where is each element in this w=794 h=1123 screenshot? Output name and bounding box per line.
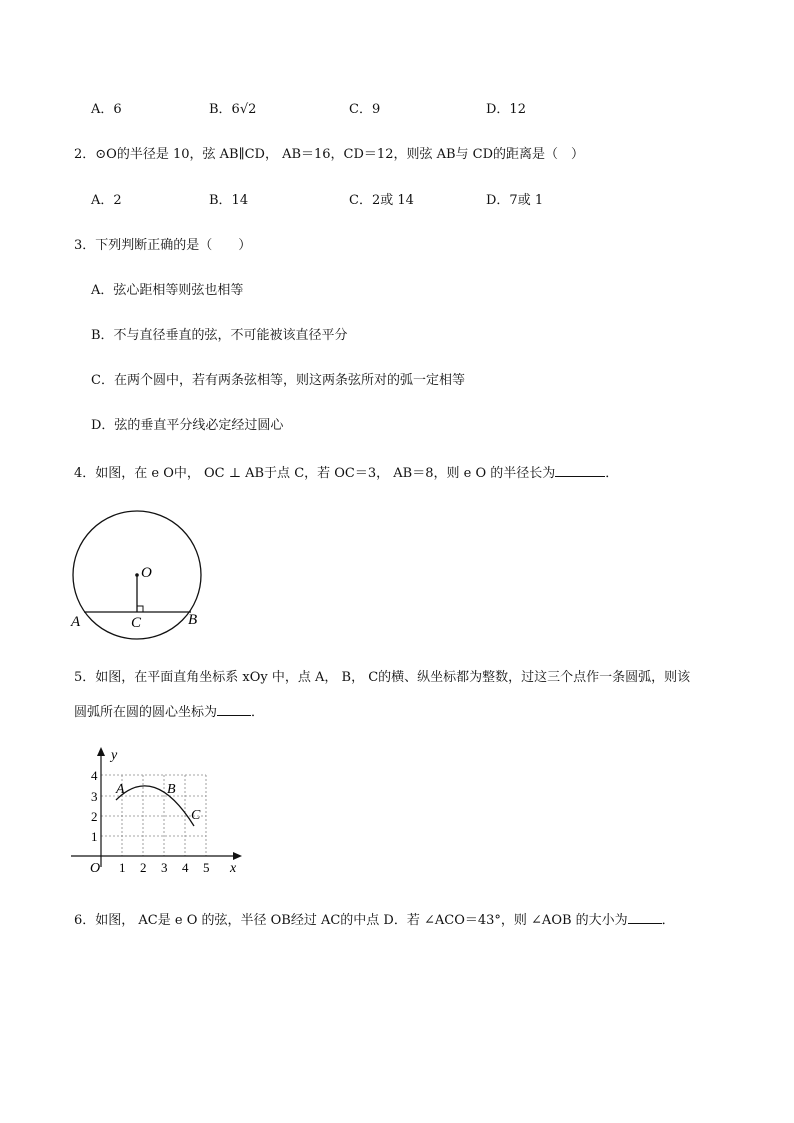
q5-point-label-c: C bbox=[191, 808, 201, 823]
q5-arc bbox=[116, 786, 194, 826]
q5-answer-blank bbox=[217, 703, 251, 716]
q6-stem bbox=[74, 911, 675, 930]
q5-x-tick: 5 bbox=[203, 860, 210, 875]
q4-label-c: C bbox=[131, 615, 142, 631]
q5-y-tick: 3 bbox=[91, 789, 98, 804]
q5-x-arrow bbox=[233, 852, 242, 860]
q5-point-label-b: B bbox=[167, 782, 176, 797]
q5-y-arrow bbox=[97, 747, 105, 756]
q2-option-b: B．14 bbox=[209, 193, 249, 208]
q3-option-d: D．弦的垂直平分线必定经过圆心 bbox=[91, 418, 284, 433]
q2-option-a: A．2 bbox=[91, 193, 122, 208]
q3-stem: 3．下列判断正确的是（ ） bbox=[74, 238, 252, 253]
q1-option-a: A．6 bbox=[91, 102, 122, 117]
q3-option-c: C．在两个圆中，若有两条弦相等，则这两条弦所对的弧一定相等 bbox=[91, 373, 465, 388]
q5-line2 bbox=[74, 703, 264, 722]
q5-y-tick: 2 bbox=[91, 809, 98, 824]
q5-line1: 5．如图，在平面直角坐标系 xOy 中，点 A， B， C的横、纵坐标都为整数，过这三个点作一条圆弧，则该 bbox=[74, 670, 691, 685]
q4-right-angle-mark bbox=[137, 606, 143, 612]
q4-stem-end: ． bbox=[605, 466, 619, 481]
q5-axis-label-y: y bbox=[111, 748, 118, 763]
q5-axis-label-x: x bbox=[230, 861, 237, 876]
q4-label-o: O bbox=[141, 565, 152, 581]
q4-circle-figure bbox=[60, 505, 220, 640]
q4-answer-blank bbox=[555, 464, 605, 477]
q2-stem: 2．⊙O的半径是 10，弦 AB∥CD， AB＝16，CD＝12，则弦 AB与 CD的距离是（ ） bbox=[74, 147, 585, 162]
q5-origin-label: O bbox=[90, 861, 101, 876]
q1-option-d: D．12 bbox=[486, 102, 526, 117]
q4-center-point bbox=[135, 573, 139, 577]
q3-option-b: B．不与直径垂直的弦，不可能被该直径平分 bbox=[91, 328, 348, 343]
q6-stem-end: ． bbox=[661, 913, 675, 928]
q6-stem-text: 6．如图， AC是 e O 的弦，半径 OB经过 AC的中点 D．若 ∠ACO＝43°，则 ∠AOB 的大小为 bbox=[74, 913, 628, 928]
q5-x-tick: 3 bbox=[161, 860, 168, 875]
q5-line2-text: 圆弧所在圆的圆心坐标为 bbox=[74, 705, 218, 720]
q5-y-tick: 4 bbox=[91, 768, 98, 783]
q1-option-b: B．6√2 bbox=[209, 102, 257, 117]
q5-y-tick: 1 bbox=[91, 829, 98, 844]
q5-coordinate-graph bbox=[66, 742, 251, 877]
q5-x-tick: 1 bbox=[119, 860, 126, 875]
q5-point-label-a: A bbox=[116, 782, 125, 797]
q1-option-c: C．9 bbox=[349, 102, 381, 117]
q2-option-c: C．2或 14 bbox=[349, 193, 414, 208]
q4-label-b: B bbox=[188, 612, 198, 628]
q4-stem-text: 4．如图，在 e O中， OC ⊥ AB于点 C，若 OC＝3， AB＝8，则 e O 的半径长为 bbox=[74, 466, 556, 481]
q2-option-d: D．7或 1 bbox=[486, 193, 544, 208]
q5-line2-end: ． bbox=[251, 705, 265, 720]
q4-stem bbox=[74, 464, 618, 483]
q5-x-tick: 4 bbox=[182, 860, 189, 875]
q6-answer-blank bbox=[628, 911, 662, 924]
q3-option-a: A．弦心距相等则弦也相等 bbox=[91, 283, 244, 298]
q5-x-tick: 2 bbox=[140, 860, 147, 875]
q4-label-a: A bbox=[71, 614, 81, 630]
